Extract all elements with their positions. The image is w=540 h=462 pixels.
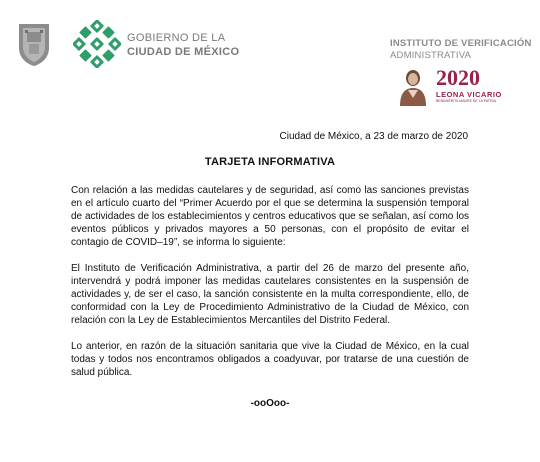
year-number: 2020 xyxy=(436,65,480,90)
cdmx-logo-icon xyxy=(73,20,121,68)
body-paragraph-3: Lo anterior, en razón de la situación sanitaria que vive la Ciudad de México, en la cual todas y todos nos encontramos obligados a coadyuvar, por tratarse de una cuestión de salud pública. xyxy=(71,341,469,378)
body-paragraph-2: El Instituto de Verificación Administrativa, a partir del 26 de marzo del presente año, intervendrá y podrá imponer las medidas cautelares consistentes en la suspensión de actividades y, de ser el caso, la sanción consistente en la multa correspondiente, ello, de conformidad con la Ley de Procedimiento Administrativo de la Ciudad de México, con relación con la Ley de Establecimientos Mercantiles del Distrito Federal. xyxy=(71,263,469,326)
closing-mark: -ooOoo- xyxy=(250,398,290,409)
institute-line-2: ADMINISTRATIVA xyxy=(390,50,472,61)
government-name xyxy=(127,31,239,59)
leona-vicario-portrait-icon xyxy=(396,66,430,106)
institute-line-1: INSTITUTO DE VERIFICACIÓN xyxy=(390,38,532,49)
letterhead xyxy=(0,0,540,110)
year-badge xyxy=(396,66,526,108)
institute-name xyxy=(390,38,532,62)
gov-line-2: CIUDAD DE MÉXICO xyxy=(127,46,240,58)
gov-line-1: GOBIERNO DE LA xyxy=(127,32,226,44)
document-body xyxy=(71,184,469,392)
body-paragraph-1: Con relación a las medidas cautelares y de seguridad, así como las sanciones previstas en el artículo cuarto del “Primer Acuerdo por el que se determina la suspensión temporal de actividades de los establecimientos y centros educativos que se señalan, así como los eventos públicos y privados mayores a 50 personas, con el propósito de evitar el contagio de COVID–19”, se informa lo siguiente: xyxy=(71,185,469,248)
document-date: Ciudad de México, a 23 de marzo de 2020 xyxy=(279,131,468,142)
year-honoree-subtitle: BENEMÉRITA MADRE DE LA PATRIA xyxy=(436,99,496,103)
year-honoree-name: LEONA VICARIO xyxy=(436,90,502,99)
coat-of-arms-icon xyxy=(17,22,51,67)
document-title: TARJETA INFORMATIVA xyxy=(204,156,336,168)
